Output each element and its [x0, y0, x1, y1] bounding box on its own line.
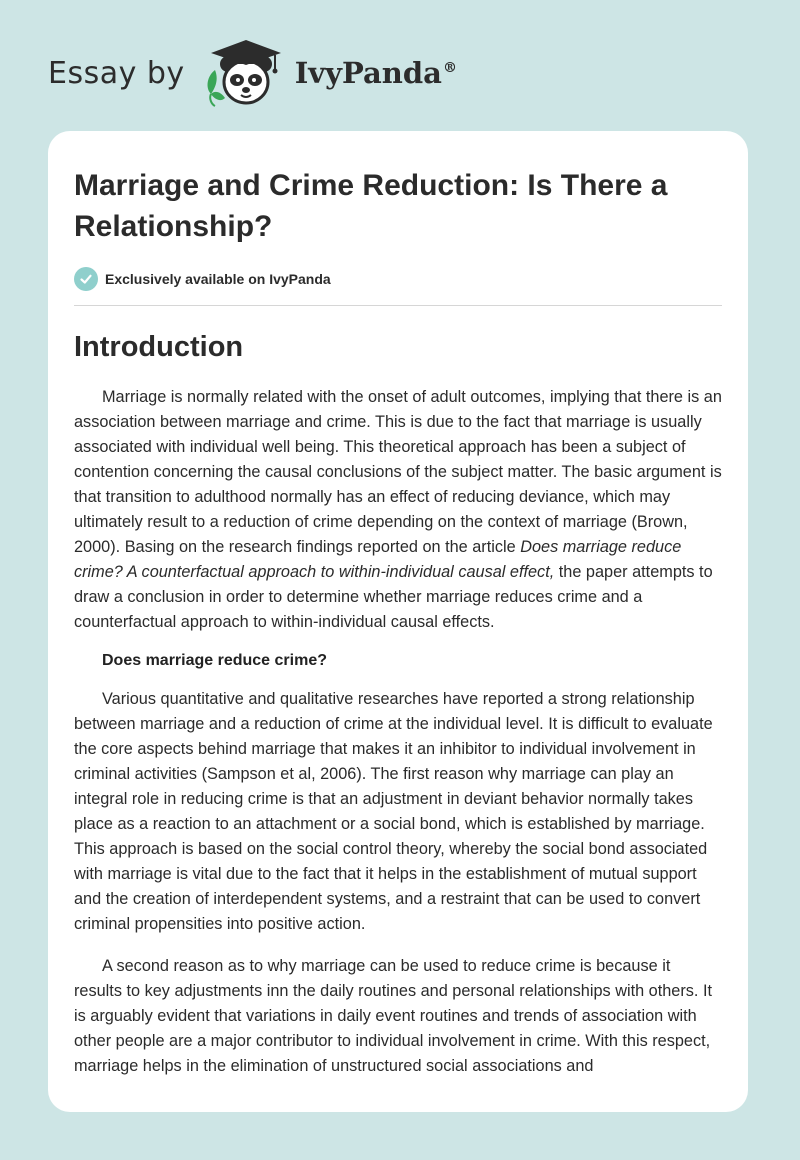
brand-name: IvyPanda®	[294, 56, 457, 90]
paragraph-body-2: A second reason as to why marriage can be used to reduce crime is because it results to key adjustments inn the daily routines and personal relationships with others. It is arguably evident that variations in daily event routines and trends of association with other people are a major contributor to individual involvement in crime. With this respect, marriage helps in the elimination of unstructured social associations and	[74, 957, 713, 1075]
check-icon	[74, 267, 98, 291]
essay-card	[48, 131, 748, 1112]
panda-graduate-icon	[201, 36, 287, 110]
page-title: Marriage and Crime Reduction: Is There a Relationship?	[74, 169, 668, 243]
ivy-leaf-icon	[207, 70, 224, 106]
brand-prefix: Essay by	[48, 55, 185, 91]
brand-header	[48, 36, 457, 110]
subheading: Does marriage reduce crime?	[102, 652, 327, 669]
paragraph-body-1: Various quantitative and qualitative researches have reported a strong relationship between marriage and a reduction of crime at the individual level. It is difficult to evaluate the core aspects behind marriage that makes it an inhibitor to individual involvement in criminal activities (Sampson et al, 2006). The first reason why marriage can play an integral role in reducing crime is that an adjustment in deviant behavior normally takes place as a reaction to an attachment or a social bond, which is established by marriage. This approach is based on the social control theory, whereby the social bond associated with marriage is vital due to the fact that it helps in the establishment of mutual support and the creation of interdependent systems, and a restraint that can be used to convert criminal propensities into positive action.	[74, 690, 713, 933]
exclusive-badge	[74, 267, 722, 291]
badge-label: Exclusively available on IvyPanda	[105, 271, 331, 287]
divider	[74, 305, 722, 306]
registered-mark: ®	[442, 60, 457, 77]
article-citation: Does marriage reduce crime? A counterfactual approach to within-individual causal effect,	[74, 538, 682, 581]
paragraph-intro: Marriage is normally related with the onset of adult outcomes, implying that there is an association between marriage and crime. This is due to the fact that marriage is usually associated with individual well being. This theoretical approach has been a subject of contention concerning the causal conclusions of the subject matter. The basic argument is that transition to adulthood normally has an effect of reducing deviance, which may ultimately result to a reduction of crime depending on the context of marriage (Brown, 2000). Basing on the research findings reported on the article Does marriage reduce crime? A counterfactual approach to within-individual causal effect, the paper attempts to draw a conclusion in order to determine whether marriage reduces crime and a counterfactual approach to within-individual causal effects.	[74, 388, 722, 631]
section-heading: Introduction	[74, 331, 244, 363]
